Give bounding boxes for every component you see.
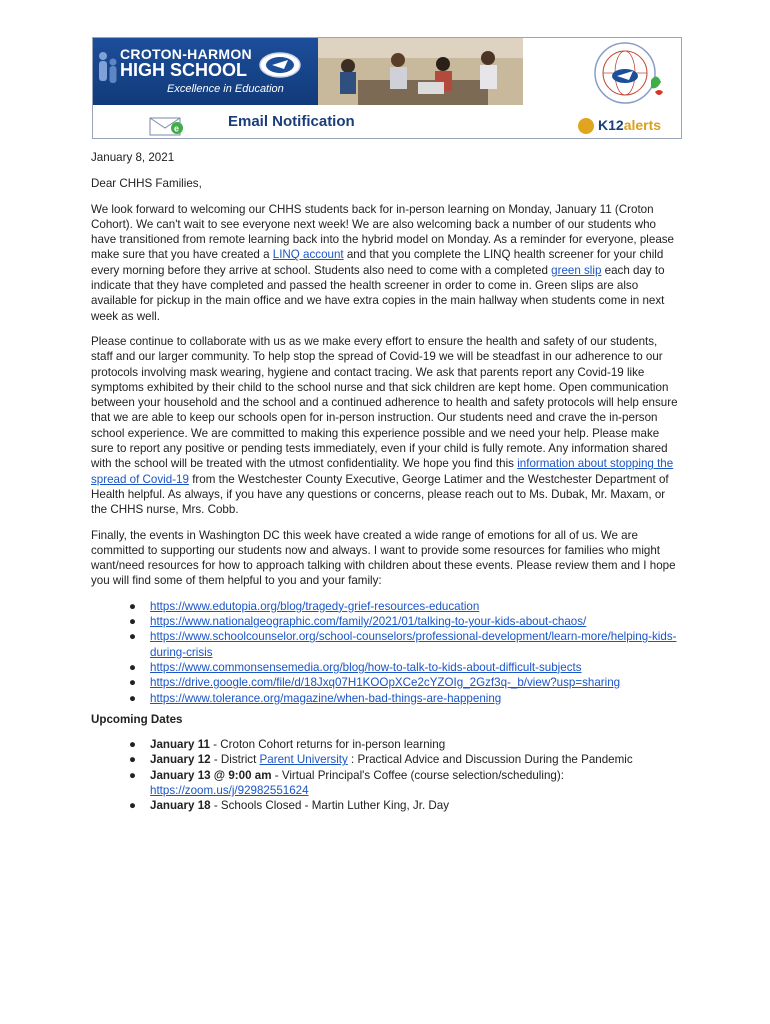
school-logo-icon: [258, 50, 302, 80]
list-item: [91, 614, 681, 629]
bullet-icon: ●: [129, 599, 137, 613]
list-item: [91, 629, 681, 660]
people-figures-icon: [93, 38, 121, 105]
resource-link[interactable]: https://www.edutopia.org/blog/tragedy-grief-resources-education: [150, 599, 480, 613]
list-item: [91, 798, 681, 813]
letter-date: January 8, 2021: [91, 151, 175, 164]
classroom-photo-image: [318, 38, 523, 105]
k12-prefix: K12: [598, 117, 624, 133]
bullet-icon: ●: [129, 768, 137, 782]
resource-link[interactable]: https://www.commonsensemedia.org/blog/how-to-talk-to-kids-about-difficult-subjects: [150, 660, 582, 674]
email-envelope-icon: [149, 115, 189, 137]
date-description: - District: [210, 753, 260, 767]
date-description: - Schools Closed - Martin Luther King, Jr. Day: [210, 799, 450, 813]
covid-info-link[interactable]: information about stopping the spread of Covid-19: [91, 457, 674, 486]
bullet-icon: ●: [129, 738, 137, 752]
school-branding: [93, 38, 318, 105]
upcoming-dates-heading: Upcoming Dates: [91, 712, 183, 726]
p2-text-a: Please continue to collaborate with us as we make every effort to ensure the health and safety of our students, staff and our larger community. To help stop the spread of Covid-19 we will be steadfast in our adherence to our protocols involving mask wearing, hygiene and contact tracing. We ask that parents report any Covid-19 like symptoms exhibited by their child to the school nurse and that sick children are kept home. Open communication between your household and the school and a continued adherence to health and safety protocols will help ensure that we are able to keep our schools open for in-person instruction. Our students need and crave the in-person school experience. We are committed to making this experience possible and we need your help. Please make sure to report any positive or pending tests immediately, even if your child is fully remote. Any information shared with the school will be treated with the utmost confidentiality. We hope you find this: [91, 334, 678, 471]
list-item: [91, 737, 681, 752]
resource-links-list: [91, 599, 681, 706]
k12-logo-icon: [578, 118, 594, 134]
bullet-icon: ●: [129, 630, 137, 644]
bullet-icon: ●: [129, 615, 137, 629]
classroom-photo: [318, 38, 523, 105]
header-banner: [92, 37, 682, 139]
p2-text-b: from the Westchester County Executive, George Latimer and the Westchester Department of Health helpful. As always, if you have any questions or concerns, please reach out to Ms. Dubak, Mr. Maxam, or the CHHS nurse, Mrs. Cobb.: [91, 472, 669, 517]
list-item: [91, 660, 681, 675]
upcoming-dates-list: [91, 737, 681, 813]
date-description: - Virtual Principal's Coffee (course selection/scheduling):: [271, 768, 564, 782]
school-motto: Excellence in Education: [167, 83, 284, 95]
date-label: January 13 @ 9:00 am: [150, 768, 272, 782]
paragraph-health-safety: [91, 334, 681, 518]
p1-text-c: each day to indicate that they have completed and passed the health screener in order to come in. Green slips are also available for pickup in the main office and we have extra copies in the main hallway when students come in next week as well.: [91, 263, 665, 323]
school-name-line1: CROTON-HARMON: [120, 46, 252, 62]
globe-seal-icon: [581, 40, 669, 110]
date-description: : Practical Advice and Discussion During the Pandemic: [347, 753, 633, 767]
date-label: January 11: [150, 738, 210, 752]
paragraph-reopening: [91, 202, 681, 324]
resource-link[interactable]: https://www.schoolcounselor.org/school-counselors/professional-development/learn-more/helping-kids-during-crisis: [150, 630, 677, 659]
list-item: [91, 768, 681, 799]
paragraph-resources-intro: Finally, the events in Washington DC this week have created a wide range of emotions for all of us. We are committed to supporting our students now and always. I want to provide some resources for families who might want/need resources for how to approach talking with children about these events. Please review them and I hope you will find some of them helpful to you and your family:: [91, 528, 676, 588]
banner-bottom: [93, 105, 681, 138]
list-item: [91, 691, 681, 706]
svg-text:e: e: [174, 123, 180, 134]
k12alerts-logo: [578, 117, 678, 137]
p1-text-b: and that you complete the LINQ health screener for your child every morning before they arrive at school. Students also need to come with a completed: [91, 248, 664, 277]
k12alerts-text: [598, 117, 661, 133]
date-label: January 18: [150, 799, 211, 813]
bullet-icon: ●: [129, 660, 137, 674]
list-item: [91, 675, 681, 690]
list-item: [91, 752, 681, 767]
p1-text-a: We look forward to welcoming our CHHS students back for in-person learning on Monday, January 11 (Croton Cohort). We can't wait to see everyone next week! We are also welcoming back a number of our students who have transitioned from remote learning back into the hybrid model on Monday. As a reminder for everyone, please make sure that you have created a: [91, 202, 675, 262]
date-label: January 12: [150, 753, 211, 767]
salutation: Dear CHHS Families,: [91, 177, 202, 191]
banner-top: [93, 38, 681, 105]
parent-university-link[interactable]: Parent University: [259, 753, 348, 767]
resource-link[interactable]: https://drive.google.com/file/d/18Jxq07H1KOOpXCe2cYZOIg_2Gzf3q-_b/view?usp=sharing: [150, 676, 621, 690]
linq-account-link[interactable]: LINQ account: [272, 248, 344, 262]
bullet-icon: ●: [129, 799, 137, 813]
resource-link[interactable]: https://www.tolerance.org/magazine/when-bad-things-are-happening: [150, 691, 502, 705]
list-item: [91, 599, 681, 614]
bullet-icon: ●: [129, 753, 137, 767]
email-notification-title: Email Notification: [228, 113, 355, 130]
school-name-line2: HIGH SCHOOL: [120, 60, 248, 80]
resource-link[interactable]: https://www.nationalgeographic.com/family/2021/01/talking-to-your-kids-about-chaos/: [150, 615, 587, 629]
date-description: - Croton Cohort returns for in-person learning: [209, 738, 446, 752]
k12-suffix: alerts: [623, 117, 662, 133]
zoom-meeting-link[interactable]: https://zoom.us/j/92982551624: [150, 783, 309, 797]
green-slip-link[interactable]: green slip: [551, 263, 602, 277]
bullet-icon: ●: [129, 676, 137, 690]
letter-body: [91, 150, 681, 814]
bullet-icon: ●: [129, 691, 137, 705]
